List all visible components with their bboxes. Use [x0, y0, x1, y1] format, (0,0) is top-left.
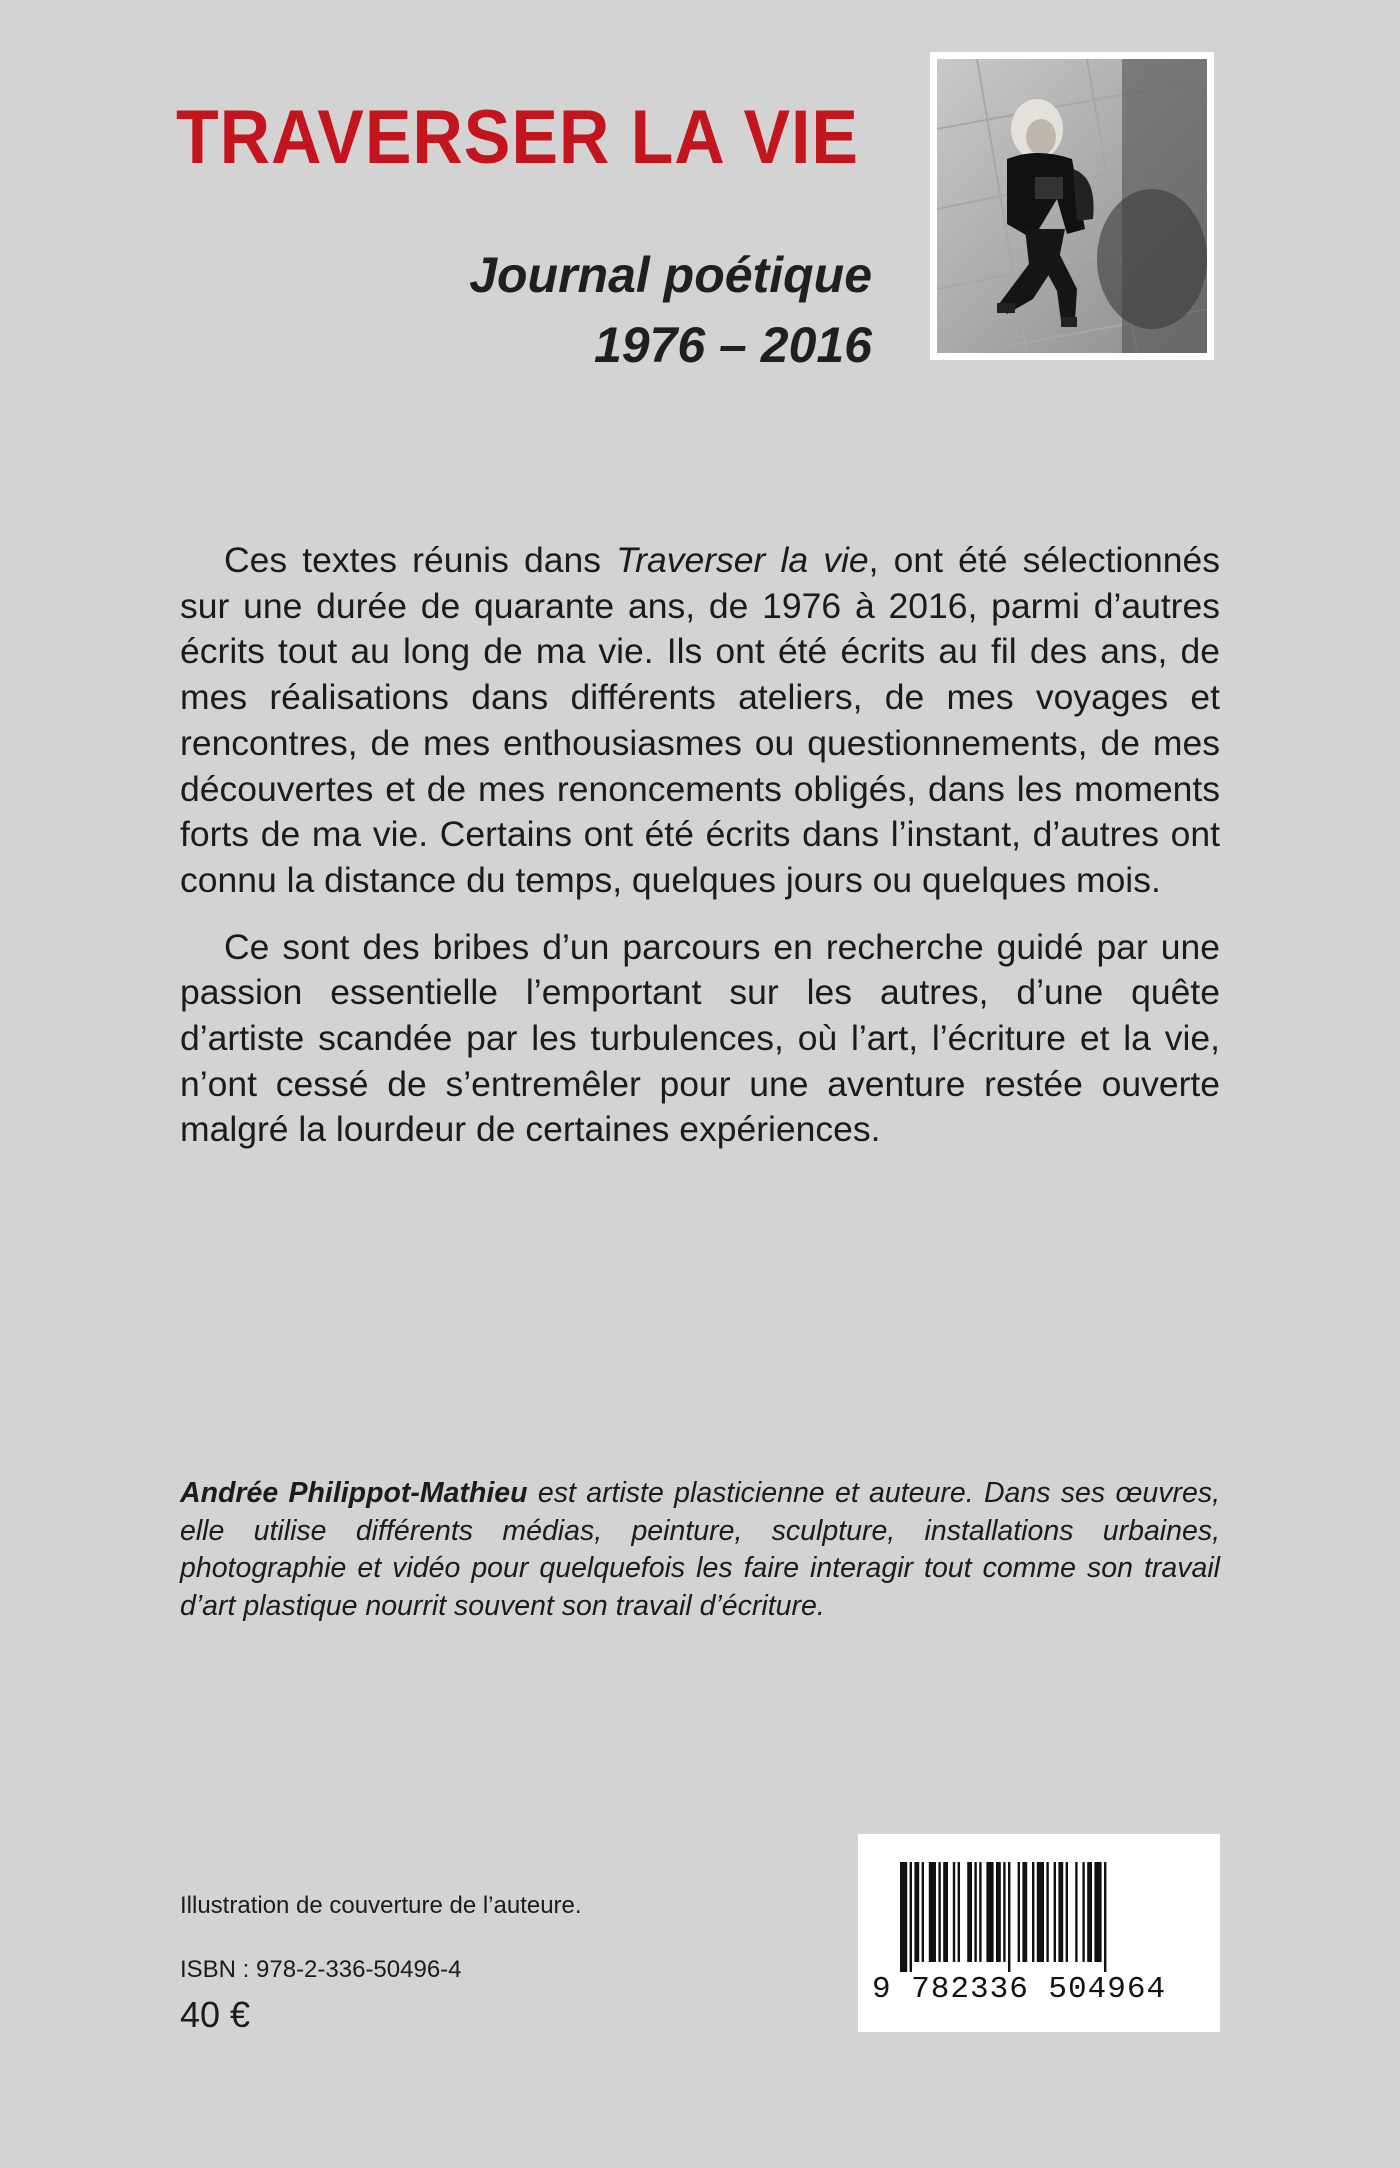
- barcode-bar: [953, 1862, 955, 1962]
- barcode-bar: [1022, 1862, 1027, 1962]
- barcode-bar: [1032, 1862, 1034, 1962]
- description-p1-start: Ces textes réunis dans: [224, 540, 617, 580]
- barcode-bar: [929, 1862, 936, 1962]
- barcode-bar: [938, 1862, 940, 1962]
- cover-credit: Illustration de couverture de l’auteure.: [180, 1892, 582, 1919]
- barcode-bar: [943, 1862, 948, 1962]
- author-bio-text: est artiste plasticienne et auteure. Dans ses œuvres, elle utilise différents médias, peinture, sculpture, installations urbaines, photographie et vidéo pour quelquefois les faire interagir tout comme son travail d’art plastique nourrit souvent son travail d’écriture.: [180, 1477, 1220, 1622]
- description-book-title: Traverser la vie: [616, 540, 869, 580]
- price: 40 €: [180, 1994, 251, 2035]
- barcode-bar: [1058, 1862, 1063, 1962]
- barcode-bar: [1104, 1862, 1106, 1972]
- barcode-bar: [986, 1862, 993, 1962]
- subtitle-line-2: 1976 – 2016: [593, 317, 872, 373]
- barcode-bar: [996, 1862, 1001, 1962]
- barcode-bar: [1008, 1862, 1010, 1972]
- barcode-bar: [1037, 1862, 1044, 1962]
- book-title: TRAVERSER LA VIE: [176, 95, 859, 180]
- author-name: Andrée Philippot-Mathieu: [180, 1477, 528, 1509]
- description-paragraph-1: [180, 538, 1220, 904]
- barcode-bar: [979, 1862, 981, 1962]
- isbn: ISBN : 978-2-336-50496-4: [180, 1956, 462, 1983]
- barcode-icon: [900, 1862, 1182, 1972]
- description-p1-rest: , ont été sélectionnés sur une durée de quarante ans, de 1976 à 2016, parmi d’autres écrits tout au long de ma vie. Ils ont été écrits au fil des ans, de mes réalisations dans différents ateliers, de mes voyages et rencontres, de mes enthousiasmes ou questionnements, de mes découvertes et de mes renoncements obligés, dans les moments forts de ma vie. Certains ont été écrits dans l’instant, d’autres ont connu la distance du temps, quelques jours ou quelques mois.: [180, 540, 1221, 900]
- author-bio: [180, 1475, 1220, 1625]
- barcode: [858, 1834, 1220, 2032]
- barcode-digits: 9 782336 504964: [872, 1972, 1167, 2007]
- barcode-bar: [1046, 1862, 1048, 1962]
- barcode-bar: [1094, 1862, 1101, 1962]
- barcode-bar: [900, 1862, 907, 1972]
- back-cover-description: [180, 538, 1220, 1174]
- author-photo-icon: [937, 59, 1207, 353]
- author-photo: [930, 52, 1214, 360]
- barcode-bar: [922, 1862, 924, 1962]
- book-subtitle: [469, 240, 872, 380]
- barcode-bar: [974, 1862, 976, 1962]
- barcode-bar: [1018, 1862, 1020, 1962]
- barcode-bar: [1066, 1862, 1068, 1962]
- barcode-bar: [1075, 1862, 1077, 1962]
- barcode-bar: [1087, 1862, 1092, 1962]
- barcode-bar: [1054, 1862, 1056, 1962]
- barcode-bar: [910, 1862, 912, 1972]
- subtitle-line-1: Journal poétique: [469, 247, 872, 303]
- description-paragraph-2: Ce sont des bribes d’un parcours en recherche guidé par une passion essentielle l’emportant sur les autres, d’une quête d’artiste scandée par les turbulences, où l’art, l’écriture et la vie, n’ont cessé de s’entremêler pour une aventure restée ouverte malgré la lourdeur de certaines expériences.: [180, 926, 1220, 1150]
- barcode-bar: [1003, 1862, 1005, 1962]
- barcode-bar: [914, 1862, 919, 1962]
- barcode-bar: [967, 1862, 972, 1962]
- barcode-bar: [958, 1862, 960, 1962]
- barcode-bar: [1082, 1862, 1084, 1962]
